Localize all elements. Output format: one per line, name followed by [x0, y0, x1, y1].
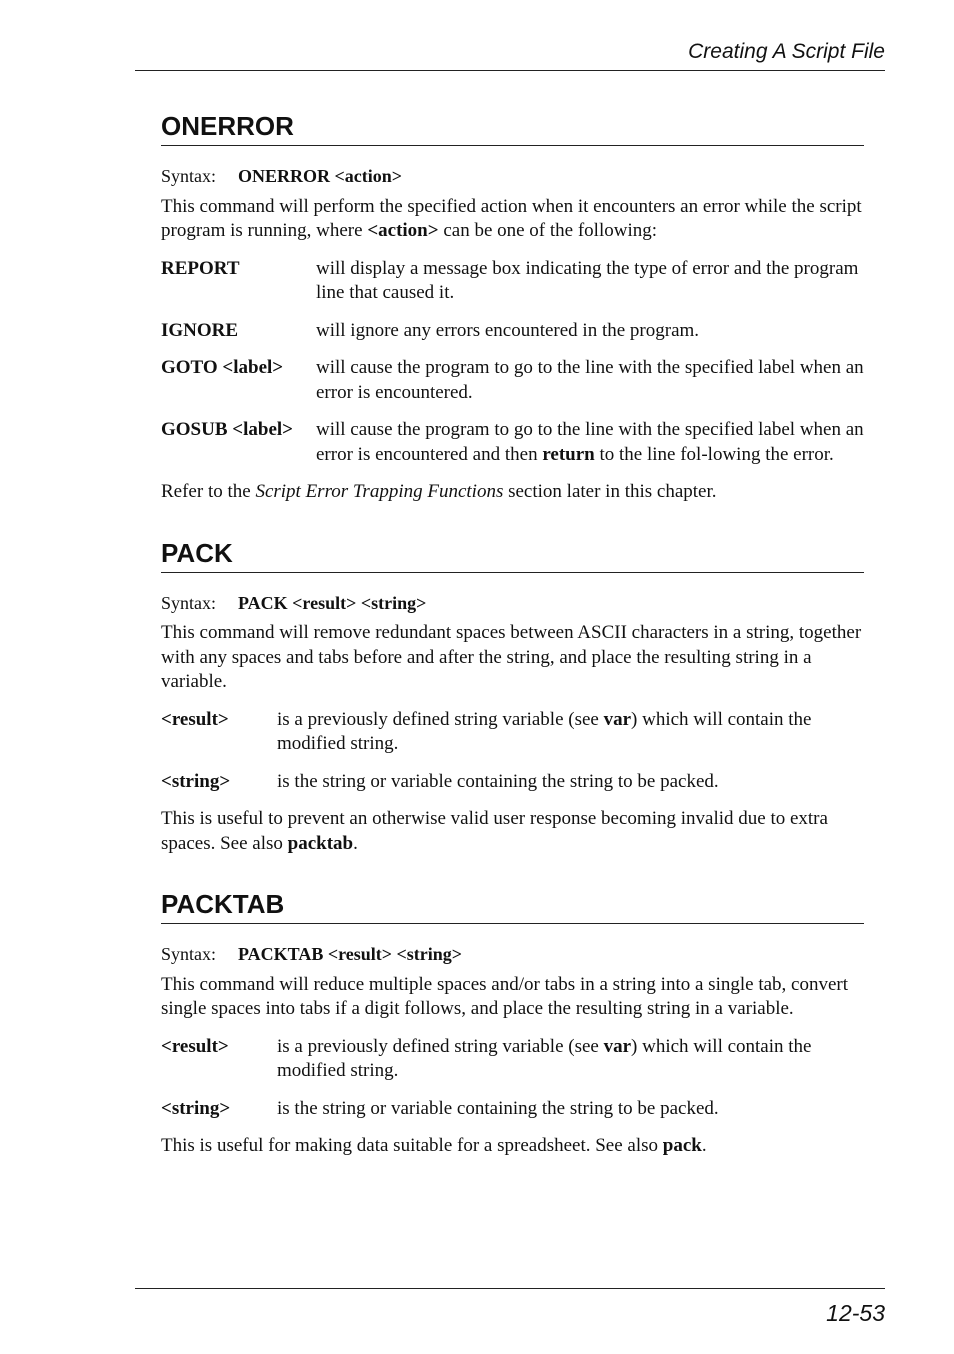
- running-header: Creating A Script File: [688, 40, 885, 63]
- parameter-row: [161, 708, 864, 757]
- parameter-term: GOSUB <label>: [161, 419, 293, 440]
- parameter-row: [161, 356, 864, 405]
- parameter-term: <result>: [161, 1035, 229, 1057]
- parameter-list: [161, 1035, 864, 1122]
- section-heading: PACKTAB: [161, 888, 864, 924]
- section-pack: [161, 537, 864, 857]
- section-heading: PACK: [161, 537, 864, 573]
- see-also-keyword: packtab: [287, 832, 354, 854]
- syntax-line: [161, 164, 864, 189]
- syntax-label: Syntax:: [161, 592, 217, 613]
- closing-paragraph: Refer to the Script Error Trapping Functions section later in this chapter.: [161, 481, 717, 502]
- parameter-description: is the string or variable containing the string to be packed.: [277, 1097, 719, 1119]
- parameter-term: <string>: [161, 770, 231, 792]
- syntax-line: [161, 942, 864, 967]
- parameter-description: will ignore any errors encountered in the program.: [316, 319, 700, 341]
- parameter-term: IGNORE: [161, 319, 239, 341]
- parameter-list: [161, 257, 864, 468]
- intro-paragraph: This command will remove redundant spaces between ASCII characters in a string, together with any spaces and tabs before and after the string, and place the resulting string in a variable.: [161, 622, 862, 692]
- syntax-command: ONERROR <action>: [238, 166, 403, 186]
- parameter-row: [161, 770, 864, 795]
- header-rule: [135, 70, 885, 71]
- section-onerror: [161, 110, 864, 505]
- parameter-row: [161, 257, 864, 306]
- intro-paragraph: This command will perform the specified action when it encounters an error while the script program is running, where <action> can be one of the following:: [161, 195, 862, 241]
- parameter-row: [161, 418, 864, 467]
- parameter-row: [161, 319, 864, 344]
- section-heading: ONERROR: [161, 110, 864, 146]
- parameter-term: <result>: [161, 708, 229, 730]
- intro-paragraph: This command will reduce multiple spaces and/or tabs in a string into a single tab, convert single spaces into tabs if a digit follows, and place the resulting string in a variable.: [161, 973, 848, 1019]
- page-number: 12-53: [826, 1300, 885, 1326]
- syntax-command: PACKTAB <result> <string>: [238, 944, 463, 964]
- see-also-keyword: pack: [662, 1135, 702, 1156]
- syntax-label: Syntax:: [161, 944, 217, 964]
- parameter-description: is a previously defined string variable (see var) which will contain the modified string.: [277, 708, 812, 754]
- parameter-description: will cause the program to go to the line with the specified label when an error is encountered.: [316, 357, 864, 403]
- action-keyword: <action>: [367, 220, 439, 241]
- syntax-line: [161, 591, 864, 616]
- parameter-term: <string>: [161, 1097, 231, 1119]
- parameter-description: will display a message box indicating the type of error and the program line that caused it.: [316, 257, 859, 303]
- syntax-label: Syntax:: [161, 166, 217, 186]
- parameter-row: [161, 1097, 864, 1122]
- parameter-list: [161, 708, 864, 795]
- parameter-description: is the string or variable containing the string to be packed.: [277, 770, 719, 792]
- syntax-command: PACK <result> <string>: [238, 592, 427, 613]
- parameter-row: [161, 1035, 864, 1084]
- parameter-description: will cause the program to go to the line with the specified label when an error is encountered and then return to the line fol-lowing the error.: [316, 419, 864, 465]
- closing-paragraph: This is useful for making data suitable for a spreadsheet. See also pack.: [161, 1135, 707, 1156]
- parameter-term: GOTO <label>: [161, 357, 284, 378]
- section-packtab: [161, 888, 864, 1159]
- closing-paragraph: This is useful to prevent an otherwise valid user response becoming invalid due to extra spaces. See also packtab.: [161, 808, 828, 854]
- page-content: [161, 110, 864, 1159]
- footer-rule: [135, 1288, 885, 1289]
- cross-reference: Script Error Trapping Functions: [255, 481, 504, 502]
- parameter-description: is a previously defined string variable (see var) which will contain the modified string.: [277, 1035, 812, 1081]
- parameter-term: REPORT: [161, 257, 240, 279]
